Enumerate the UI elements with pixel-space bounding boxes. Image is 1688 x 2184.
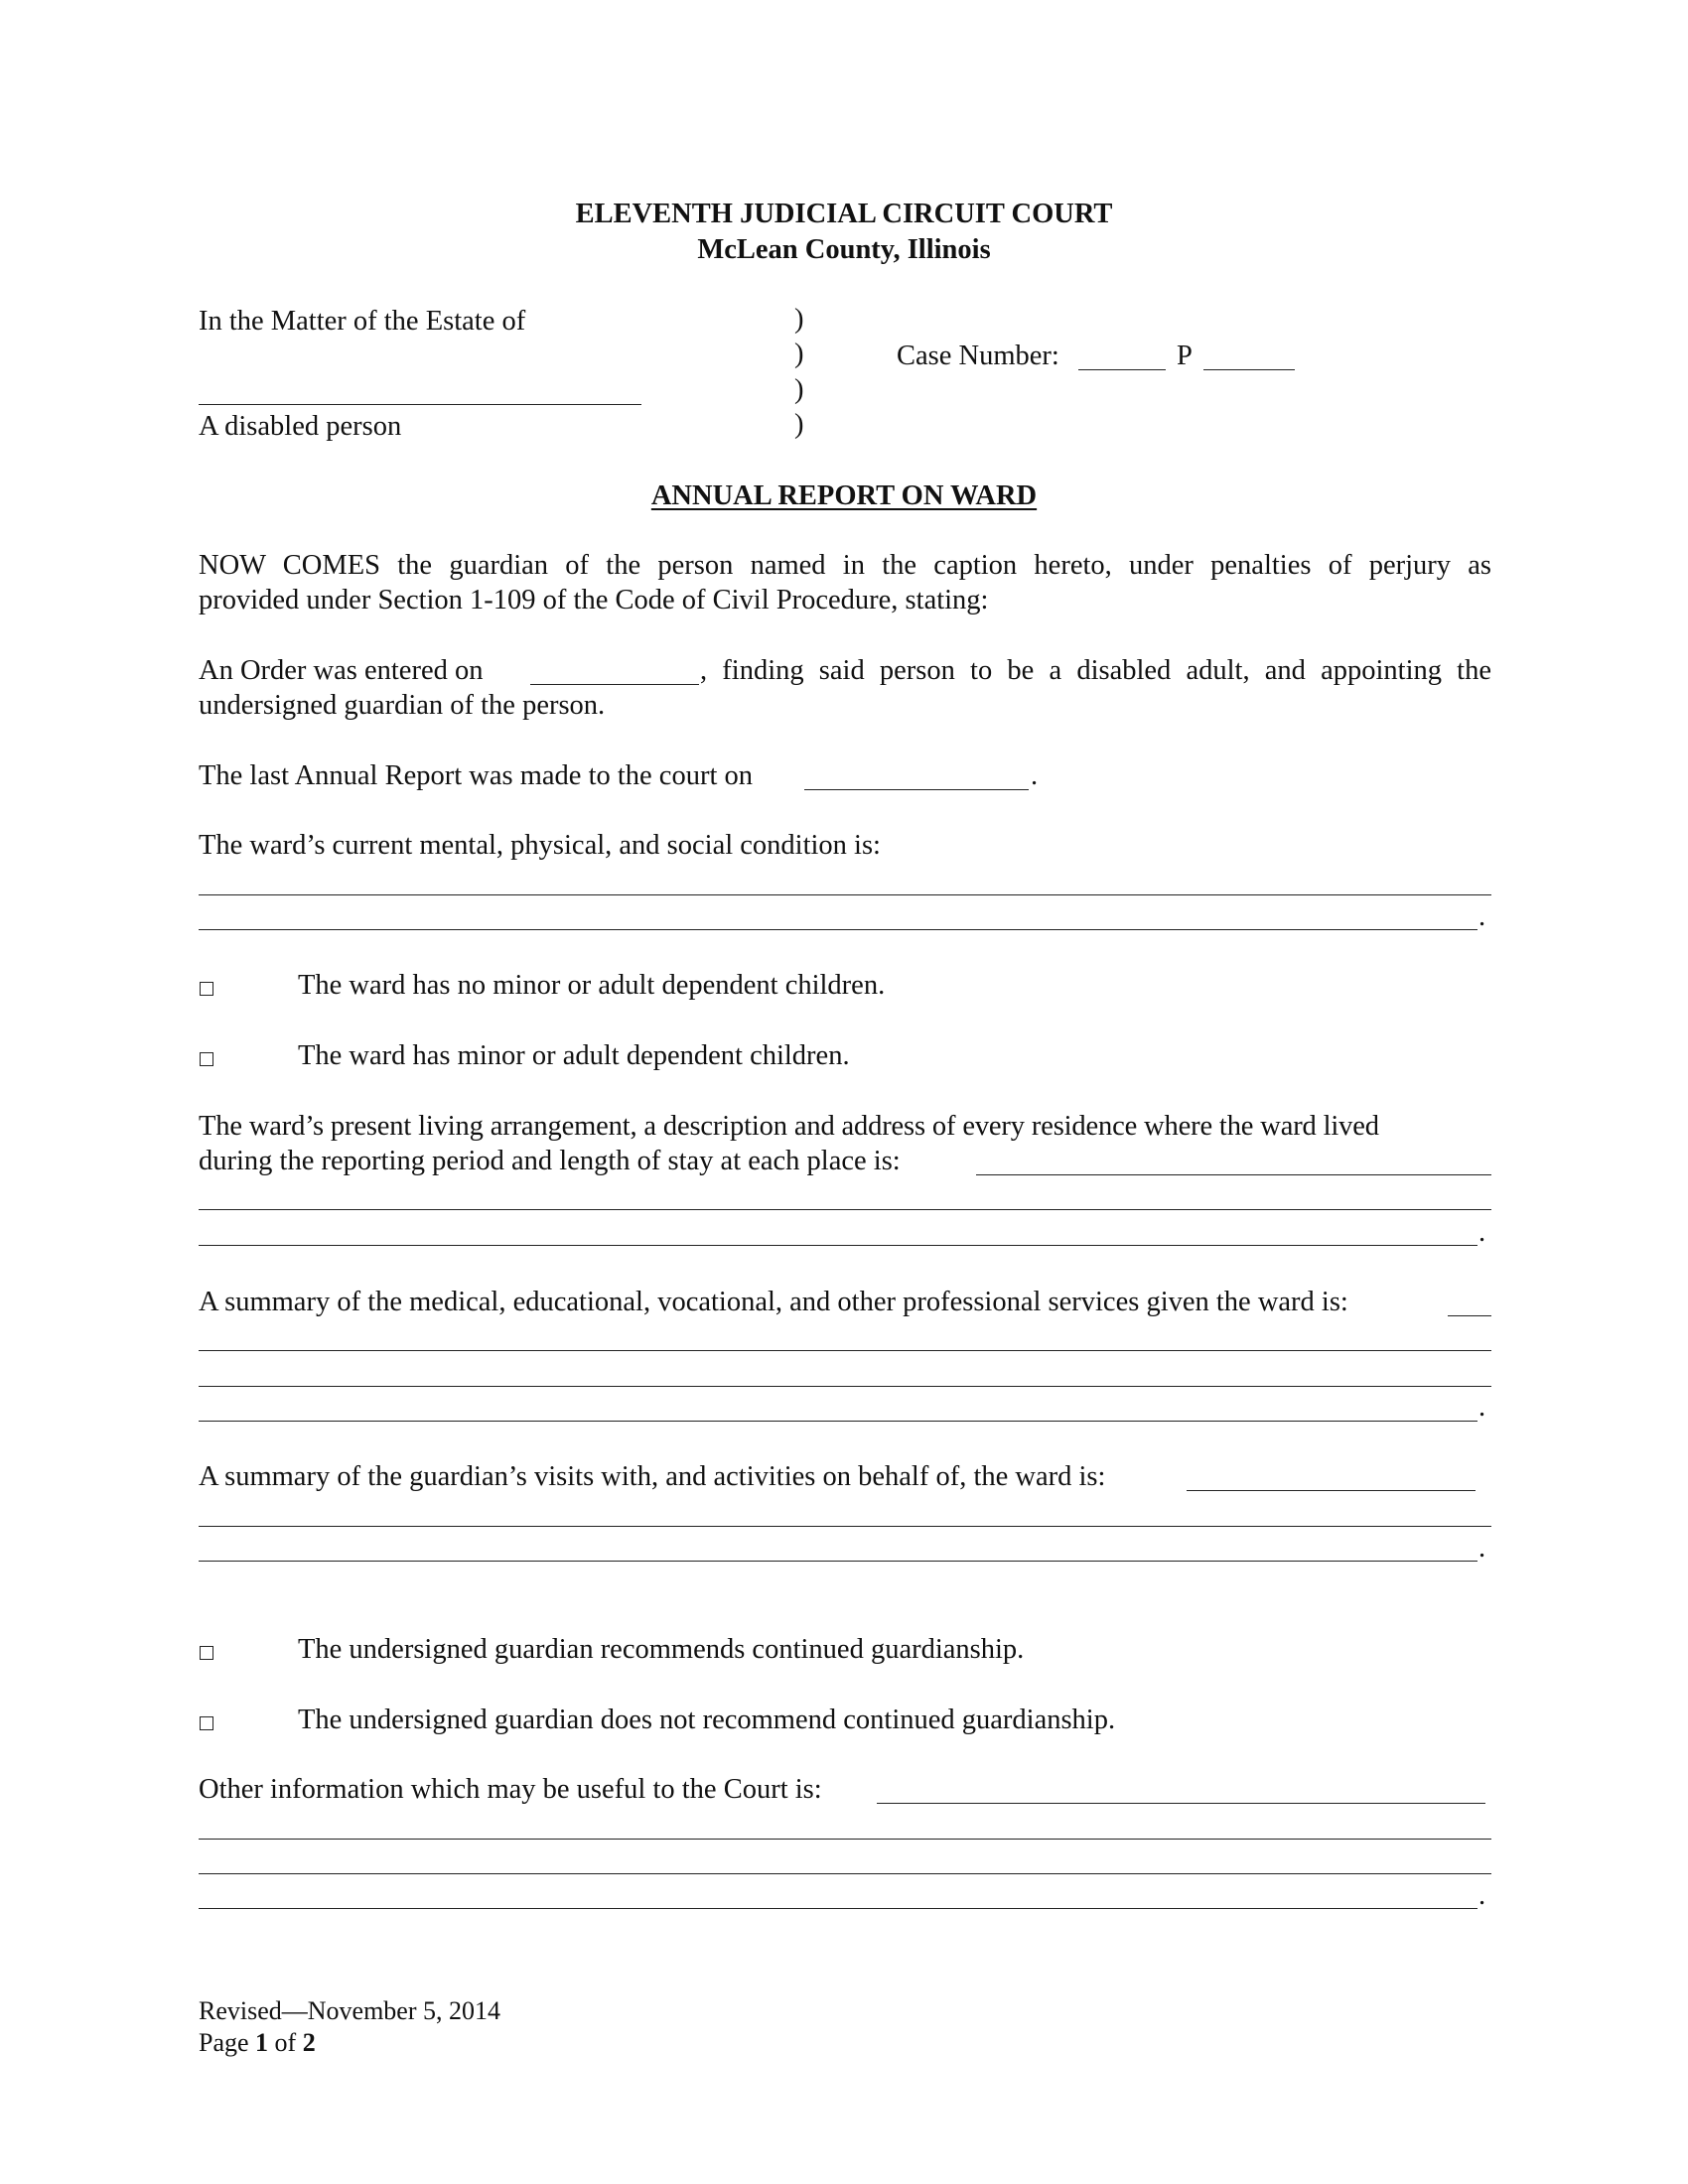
- living-arrangement-field-2[interactable]: [199, 1209, 1491, 1210]
- recommends-label: The undersigned guardian recommends continued guardianship.: [298, 1634, 1025, 1665]
- ward-name-line[interactable]: [199, 404, 641, 405]
- services-field-3[interactable]: [199, 1386, 1491, 1387]
- has-dependents-label: The ward has minor or adult dependent children.: [298, 1040, 850, 1071]
- condition-line-2[interactable]: [199, 929, 1477, 930]
- services-period: .: [1478, 1392, 1486, 1423]
- page-label: Page: [199, 2028, 249, 2057]
- case-number-field-2[interactable]: [1203, 369, 1295, 370]
- other-info-field-3[interactable]: [199, 1873, 1491, 1874]
- visits-field-2[interactable]: [199, 1526, 1491, 1527]
- case-number-field-1[interactable]: [1078, 369, 1166, 370]
- case-number-label: Case Number:: [897, 341, 1059, 371]
- disabled-person-label: A disabled person: [199, 411, 402, 442]
- page-number: [199, 2025, 316, 2061]
- last-report-label: The last Annual Report was made to the court on: [199, 760, 753, 791]
- revised-date: Revised—November 5, 2014: [199, 1996, 501, 2025]
- not-recommends-label: The undersigned guardian does not recommend continued guardianship.: [298, 1705, 1116, 1735]
- court-name: ELEVENTH JUDICIAL CIRCUIT COURT: [575, 199, 1113, 229]
- no-dependents-label: The ward has no minor or adult dependent children.: [298, 970, 886, 1001]
- other-info-field-2[interactable]: [199, 1839, 1491, 1840]
- other-info-field-4[interactable]: [199, 1908, 1477, 1909]
- services-field-2[interactable]: [199, 1350, 1491, 1351]
- caption-paren-3: ): [794, 374, 804, 405]
- other-info-field-1[interactable]: [877, 1803, 1485, 1804]
- order-date-field[interactable]: [530, 684, 699, 685]
- county-name: McLean County, Illinois: [697, 234, 991, 265]
- visits-field-1[interactable]: [1187, 1490, 1476, 1491]
- no-dependents-checkbox[interactable]: [200, 982, 213, 996]
- order-line-2: undersigned guardian of the person.: [199, 690, 606, 721]
- last-report-date-field[interactable]: [804, 789, 1029, 790]
- last-report-period: .: [1031, 760, 1039, 791]
- intro-line-1: NOW COMES the guardian of the person named in the caption hereto, under penalties of perjury as: [199, 550, 1491, 581]
- condition-line-1[interactable]: [199, 894, 1491, 895]
- recommends-checkbox[interactable]: [200, 1646, 213, 1660]
- living-arrangement-line-1: The ward’s present living arrangement, a description and address of every residence where the ward lived: [199, 1111, 1379, 1142]
- report-title-text: ANNUAL REPORT ON WARD: [650, 480, 1038, 511]
- page-total: 2: [302, 2028, 316, 2057]
- living-arrangement-field-3[interactable]: [199, 1245, 1477, 1246]
- services-field-1[interactable]: [1448, 1315, 1491, 1316]
- caption-paren-1: ): [794, 304, 804, 335]
- has-dependents-checkbox[interactable]: [200, 1052, 213, 1066]
- order-line-rest: , finding said person to be a disabled adult, and appointing the: [700, 655, 1491, 686]
- services-label: A summary of the medical, educational, vocational, and other professional services given the ward is:: [199, 1287, 1348, 1317]
- caption-paren-4: ): [794, 409, 804, 440]
- not-recommends-checkbox[interactable]: [200, 1716, 213, 1730]
- condition-period: .: [1478, 901, 1486, 932]
- page-current: 1: [255, 2028, 269, 2057]
- other-info-period: .: [1478, 1880, 1486, 1911]
- other-info-label: Other information which may be useful to the Court is:: [199, 1774, 822, 1805]
- visits-label: A summary of the guardian’s visits with, and activities on behalf of, the ward is:: [199, 1461, 1106, 1492]
- caption-paren-2: ): [794, 339, 804, 369]
- visits-period: .: [1478, 1533, 1486, 1564]
- services-field-4[interactable]: [199, 1421, 1477, 1422]
- report-title: [0, 478, 1688, 514]
- living-arrangement-field-1[interactable]: [976, 1174, 1491, 1175]
- living-arrangement-line-2: during the reporting period and length of stay at each place is:: [199, 1146, 901, 1176]
- estate-matter-label: In the Matter of the Estate of: [199, 306, 526, 337]
- order-entered-label: An Order was entered on: [199, 655, 484, 686]
- case-number-p: P: [1177, 341, 1193, 371]
- intro-line-2: provided under Section 1-109 of the Code of Civil Procedure, stating:: [199, 585, 989, 615]
- page-of: of: [274, 2028, 297, 2057]
- visits-field-3[interactable]: [199, 1561, 1477, 1562]
- living-arrangement-period: .: [1478, 1217, 1486, 1248]
- condition-label: The ward’s current mental, physical, and social condition is:: [199, 830, 881, 861]
